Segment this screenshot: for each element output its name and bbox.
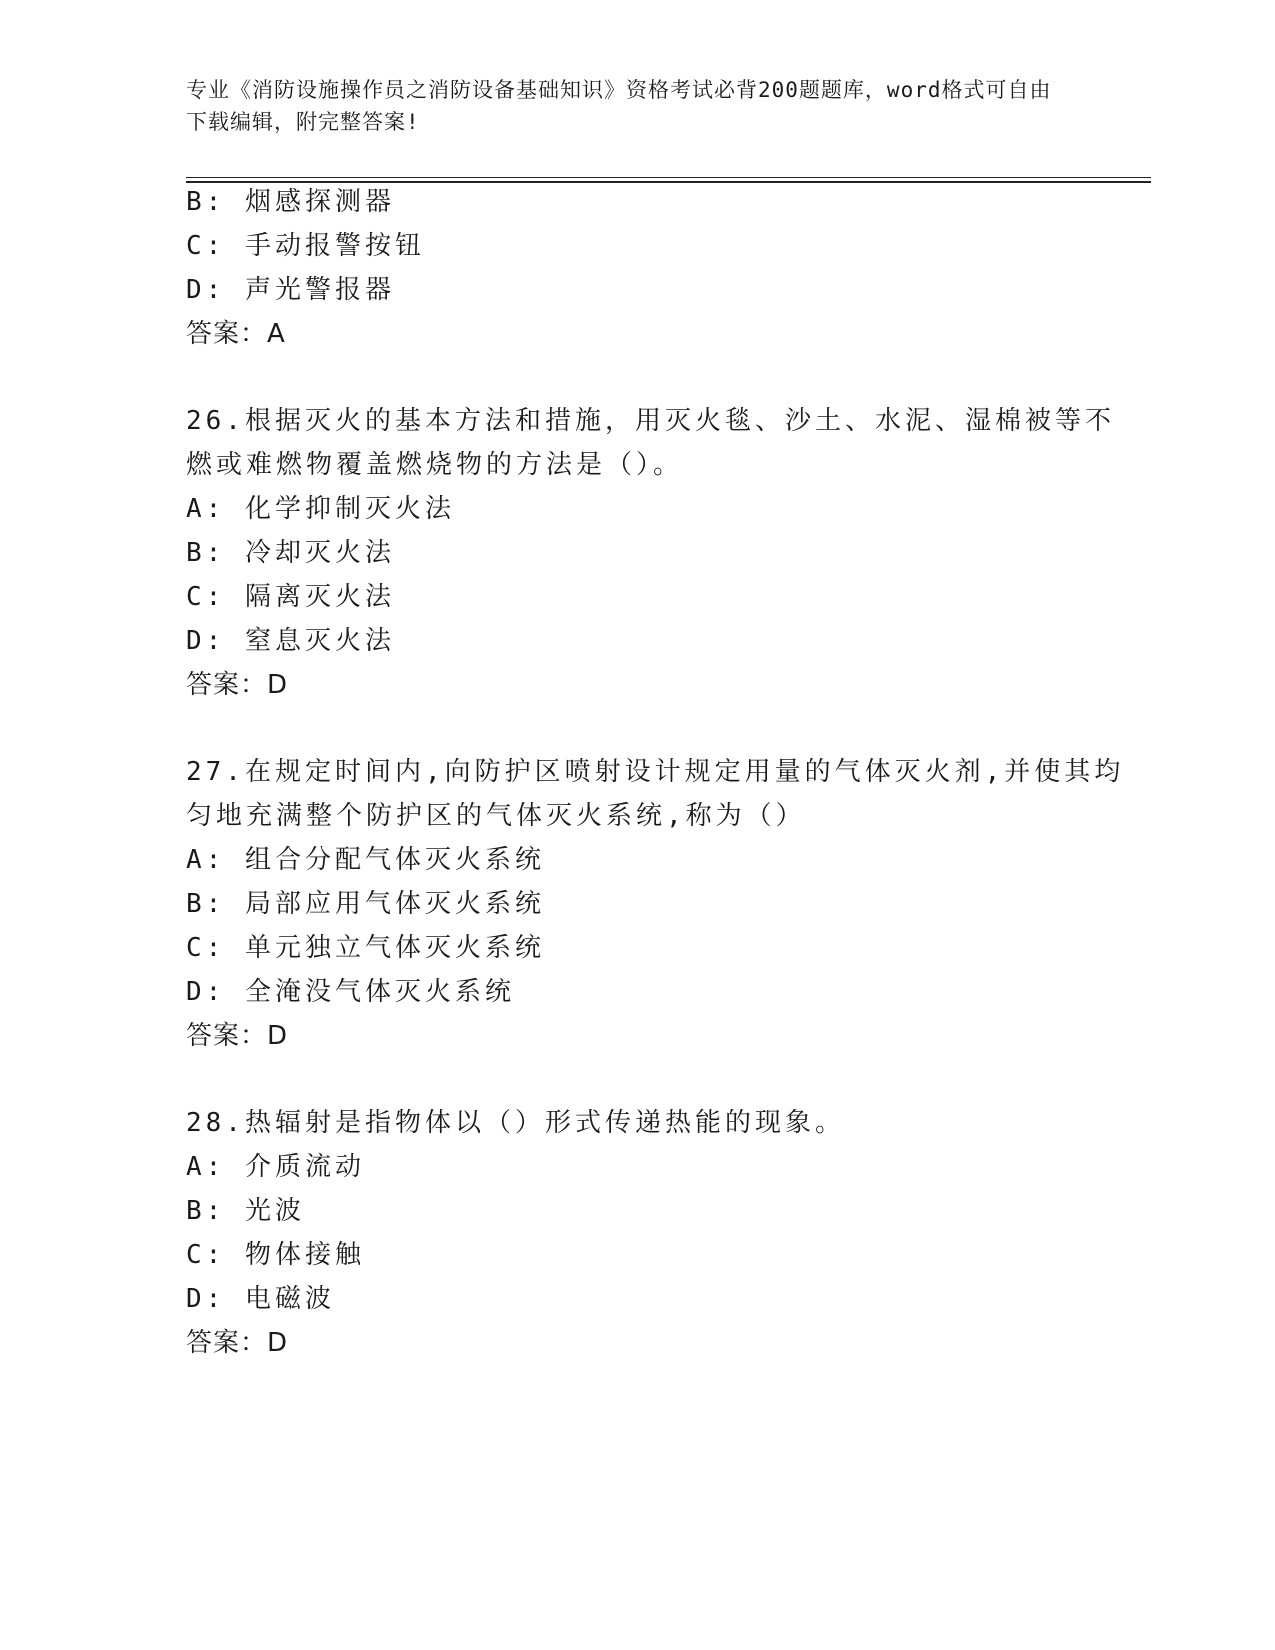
document-header: 专业《消防设施操作员之消防设备基础知识》资格考试必背200题题库，word格式可自由下载编辑，附完整答案!	[186, 78, 1052, 134]
prev-option-d: D: 声光警报器	[186, 275, 395, 305]
prev-option-c: C: 手动报警按钮	[186, 231, 425, 261]
question-28-option-b: B: 光波	[186, 1196, 305, 1226]
question-27-option-b: B: 局部应用气体灭火系统	[186, 889, 545, 919]
question-26-option-c: C: 隔离灭火法	[186, 582, 395, 612]
prev-answer: 答案：A	[186, 319, 286, 349]
question-26-line-1: 26.根据灭火的基本方法和措施，用灭火毯、沙土、水泥、湿棉被等不	[186, 406, 1115, 436]
question-26-option-d: D: 窒息灭火法	[186, 626, 395, 656]
question-28-line-1: 28.热辐射是指物体以（）形式传递热能的现象。	[186, 1108, 845, 1138]
question-27-answer: 答案：D	[186, 1021, 289, 1051]
question-28-answer: 答案：D	[186, 1328, 289, 1358]
question-27-line-2: 匀地充满整个防护区的气体灭火系统,称为（）	[186, 801, 806, 831]
question-26-option-b: B: 冷却灭火法	[186, 538, 395, 568]
question-27-option-d: D: 全淹没气体灭火系统	[186, 977, 515, 1007]
question-27-option-c: C: 单元独立气体灭火系统	[186, 933, 545, 963]
question-27-option-a: A: 组合分配气体灭火系统	[186, 845, 545, 875]
question-26-line-2: 燃或难燃物覆盖燃烧物的方法是（）。	[186, 450, 684, 480]
question-28-option-d: D: 电磁波	[186, 1284, 335, 1314]
prev-option-b: B: 烟感探测器	[186, 187, 395, 217]
question-26-option-a: A: 化学抑制灭火法	[186, 494, 455, 524]
header-rule-thin	[186, 177, 1151, 178]
question-28-option-c: C: 物体接触	[186, 1240, 365, 1270]
question-26-answer: 答案：D	[186, 670, 289, 700]
question-28-option-a: A: 介质流动	[186, 1152, 365, 1182]
question-27-line-1: 27.在规定时间内,向防护区喷射设计规定用量的气体灭火剂,并使其均	[186, 757, 1125, 787]
